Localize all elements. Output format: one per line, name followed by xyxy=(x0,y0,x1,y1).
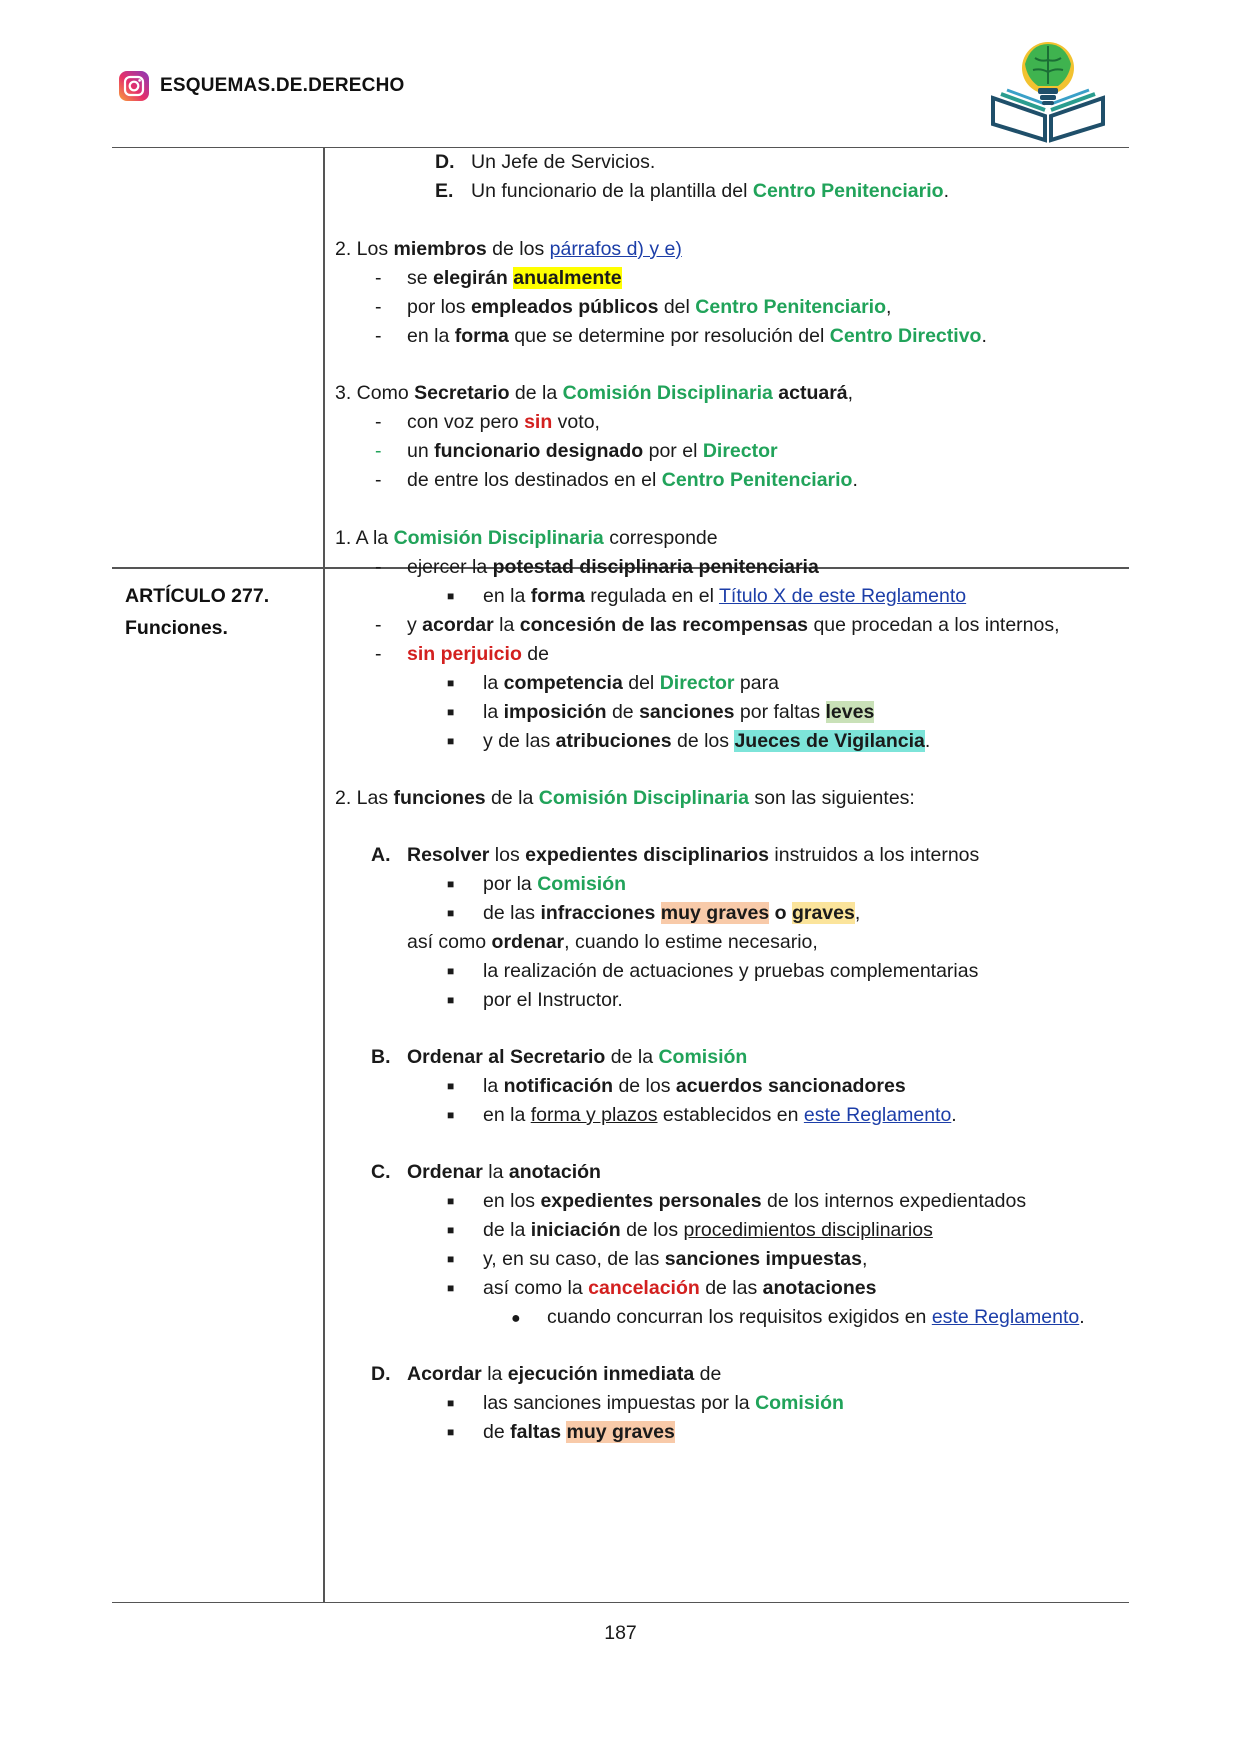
article-subtitle: Funciones. xyxy=(125,617,228,639)
paragraph: 1. A la Comisión Disciplinaria corresponde xyxy=(335,527,718,549)
titulo-x-link[interactable]: Título X de este Reglamento xyxy=(718,585,967,607)
article-heading xyxy=(125,580,269,644)
list-item: D. Acordar la ejecución inmediata de xyxy=(371,1363,722,1385)
list-item: E. Un funcionario de la plantilla del Centro Penitenciario. xyxy=(435,180,949,202)
list-item: ■ por la Comisión xyxy=(447,873,627,895)
list-item: - ejercer la potestad disciplinaria penitenciaria xyxy=(375,556,819,578)
list-item: ■ así como la cancelación de las anotaciones xyxy=(447,1277,877,1299)
paragraph: 2. Los miembros de los párrafos d) y e) xyxy=(335,238,682,260)
paragraph: 2. Las funciones de la Comisión Disciplinaria son las siguientes: xyxy=(335,787,915,809)
list-item: - se elegirán anualmente xyxy=(375,267,622,289)
list-item: ■ y de las atribuciones de los Jueces de Vigilancia. xyxy=(447,730,931,752)
brand-name: ESQUEMAS.DE.DERECHO xyxy=(160,75,405,96)
paragraph: 3. Como Secretario de la Comisión Disciplinaria actuará, xyxy=(335,382,854,404)
list-item: A. Resolver los expedientes disciplinarios instruidos a los internos xyxy=(371,844,980,866)
list-item: ■ la imposición de sanciones por faltas leves xyxy=(447,701,875,723)
list-item: ■ de faltas muy graves xyxy=(447,1421,675,1443)
list-item: - y acordar la concesión de las recompensas que procedan a los internos, xyxy=(375,614,1060,636)
list-item: - en la forma que se determine por resolución del Centro Directivo. xyxy=(375,325,987,347)
list-item: ■ y, en su caso, de las sanciones impuestas, xyxy=(447,1248,868,1270)
list-item: - por los empleados públicos del Centro Penitenciario, xyxy=(375,296,892,318)
list-item: - sin perjuicio de xyxy=(375,643,549,665)
header-brand xyxy=(118,70,405,102)
list-item: ■ la realización de actuaciones y pruebas complementarias xyxy=(447,960,979,982)
list-item: ■ por el Instructor. xyxy=(447,989,623,1011)
list-item: así como ordenar, cuando lo estime necesario, xyxy=(407,931,818,953)
list-item: - con voz pero sin voto, xyxy=(375,411,600,433)
page-number: 187 xyxy=(604,1622,637,1644)
lightbulb-brain-book-logo xyxy=(985,38,1111,144)
reglamento-link[interactable]: este Reglamento xyxy=(803,1104,952,1126)
instagram-icon[interactable] xyxy=(118,70,150,102)
column-divider xyxy=(323,148,325,1602)
reglamento-link[interactable]: este Reglamento xyxy=(931,1306,1080,1328)
list-item: ■ la notificación de los acuerdos sancionadores xyxy=(447,1075,906,1097)
list-item: ■ de la iniciación de los procedimientos disciplinarios xyxy=(447,1219,933,1241)
list-item: - un funcionario designado por el Director xyxy=(375,440,778,462)
content-table xyxy=(112,147,1129,1603)
list-item: C. Ordenar la anotación xyxy=(371,1161,601,1183)
parrafos-link[interactable]: párrafos d) y e) xyxy=(549,238,682,260)
list-item: ● cuando concurran los requisitos exigidos en este Reglamento. xyxy=(511,1306,1085,1328)
list-item: ■ en la forma y plazos establecidos en este Reglamento. xyxy=(447,1104,957,1126)
list-item: D. Un Jefe de Servicios. xyxy=(435,151,656,173)
article-title: ARTÍCULO 277. xyxy=(125,585,270,607)
list-item: B. Ordenar al Secretario de la Comisión xyxy=(371,1046,748,1068)
list-item: ■ de las infracciones muy graves o graves, xyxy=(447,902,861,924)
list-item: ■ en la forma regulada en el Título X de este Reglamento xyxy=(447,585,967,607)
list-item: - de entre los destinados en el Centro Penitenciario. xyxy=(375,469,858,491)
list-item: ■ la competencia del Director para xyxy=(447,672,779,694)
list-item: ■ las sanciones impuestas por la Comisión xyxy=(447,1392,844,1414)
list-item: ■ en los expedientes personales de los internos expedientados xyxy=(447,1190,1027,1212)
